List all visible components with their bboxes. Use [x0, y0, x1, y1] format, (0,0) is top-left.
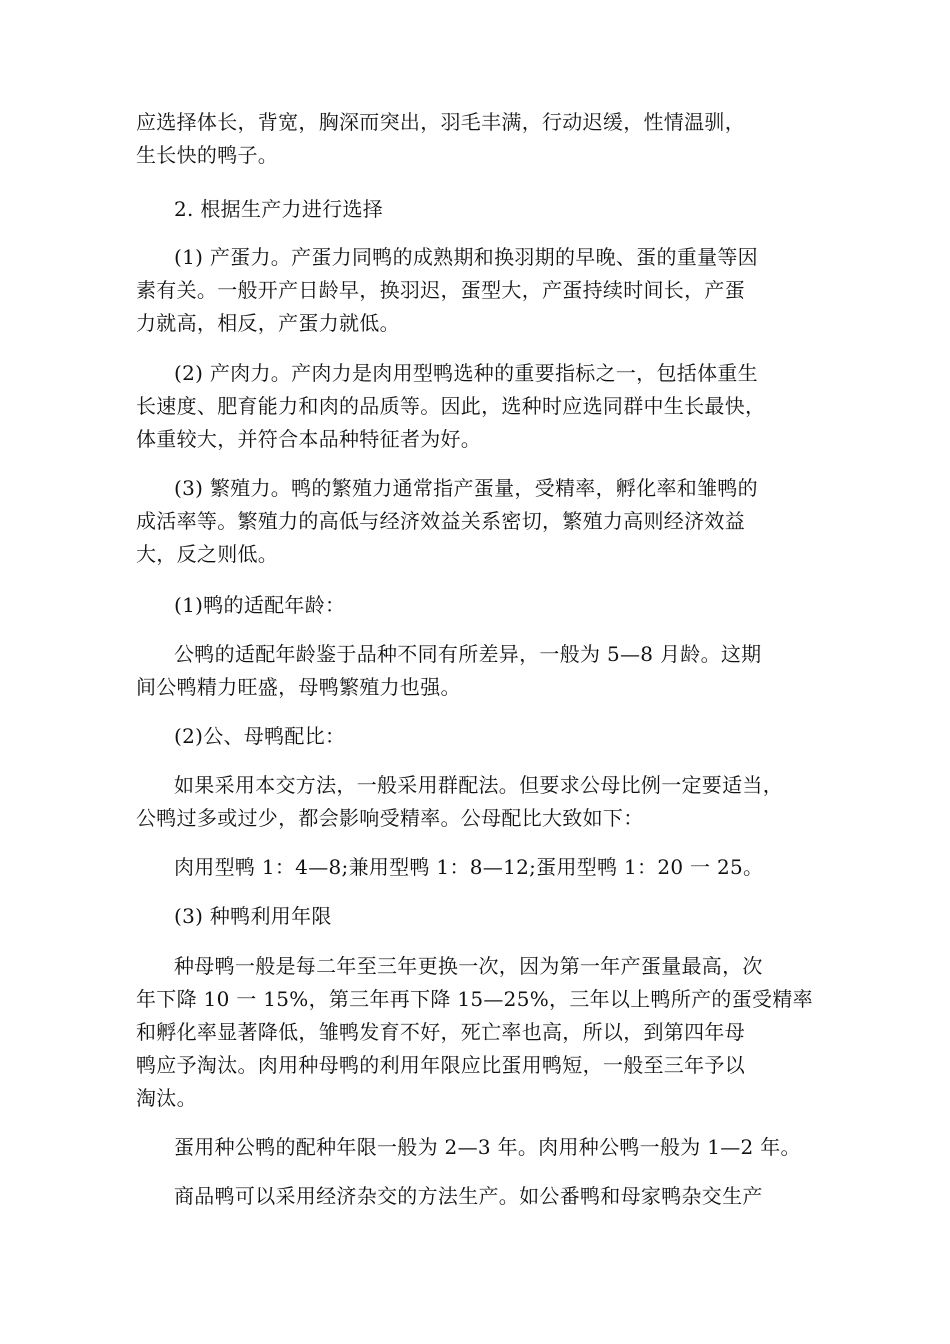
text-line: 成活率等。繁殖力的高低与经济效益关系密切，繁殖力高则经济效益 [136, 509, 745, 533]
section-heading-productivity [136, 193, 836, 226]
subheading-mating-age [136, 589, 836, 622]
subheading-breeding-years [136, 900, 836, 933]
text-line: (3) 种鸭利用年限 [174, 904, 332, 928]
subheading-sex-ratio [136, 720, 836, 753]
text-line: 蛋用种公鸭的配种年限一般为 2—3 年。肉用种公鸭一般为 1—2 年。 [174, 1135, 801, 1159]
text-line: 肉用型鸭 1：4—8;兼用型鸭 1：8—12;蛋用型鸭 1：20 一 25。 [174, 855, 764, 879]
text-line: (2)公、母鸭配比： [174, 724, 346, 748]
paragraph-ratio-values [136, 851, 836, 884]
text-line: 和孵化率显著降低，雏鸭发育不好，死亡率也高，所以，到第四年母 [136, 1020, 745, 1044]
text-line: 年下降 10 一 15%，第三年再下降 15—25%，三年以上鸭所产的蛋受精率 [136, 987, 813, 1011]
paragraph-commercial-ducks [136, 1180, 836, 1213]
paragraph-mating-age [136, 638, 836, 704]
text-line: 种母鸭一般是每二年至三年更换一次，因为第一年产蛋量最高，次 [174, 954, 763, 978]
paragraph-reproduction [136, 472, 836, 571]
text-line: 鸭应予淘汰。肉用种母鸭的利用年限应比蛋用鸭短，一般至三年予以 [136, 1053, 745, 1077]
text-line: 商品鸭可以采用经济杂交的方法生产。如公番鸭和母家鸭杂交生产 [174, 1184, 763, 1208]
text-line: 公鸭的适配年龄鉴于品种不同有所差异，一般为 5—8 月龄。这期 [174, 642, 762, 666]
paragraph-breeding-years [136, 950, 836, 1115]
text-line: 力就高，相反，产蛋力就低。 [136, 311, 400, 335]
text-line: 公鸭过多或过少，都会影响受精率。公母配比大致如下： [136, 806, 644, 830]
text-line: 体重较大，并符合本品种特征者为好。 [136, 427, 482, 451]
text-line: (1) 产蛋力。产蛋力同鸭的成熟期和换羽期的早晚、蛋的重量等因 [174, 245, 758, 269]
paragraph-meat-production [136, 357, 836, 456]
text-line: 应选择体长，背宽，胸深而突出，羽毛丰满，行动迟缓，性情温驯， [136, 110, 745, 134]
paragraph-egg-production [136, 241, 836, 340]
text-line: 2. 根据生产力进行选择 [174, 197, 384, 221]
text-line: 大，反之则低。 [136, 542, 279, 566]
text-line: (1)鸭的适配年龄： [174, 593, 346, 617]
text-line: (3) 繁殖力。鸭的繁殖力通常指产蛋量，受精率，孵化率和雏鸭的 [174, 476, 758, 500]
text-line: 素有关。一般开产日龄早，换羽迟，蛋型大，产蛋持续时间长，产蛋 [136, 278, 745, 302]
text-line: 间公鸭精力旺盛，母鸭繁殖力也强。 [136, 675, 461, 699]
text-line: 生长快的鸭子。 [136, 143, 279, 167]
paragraph-male-breeding-years [136, 1131, 836, 1164]
text-line: (2) 产肉力。产肉力是肉用型鸭选种的重要指标之一，包括体重生 [174, 361, 758, 385]
text-line: 淘汰。 [136, 1086, 197, 1110]
paragraph-selection-criteria [136, 106, 836, 172]
paragraph-sex-ratio [136, 769, 836, 835]
text-line: 长速度、肥育能力和肉的品质等。因此，选种时应选同群中生长最快， [136, 394, 766, 418]
text-line: 如果采用本交方法，一般采用群配法。但要求公母比例一定要适当， [174, 773, 783, 797]
